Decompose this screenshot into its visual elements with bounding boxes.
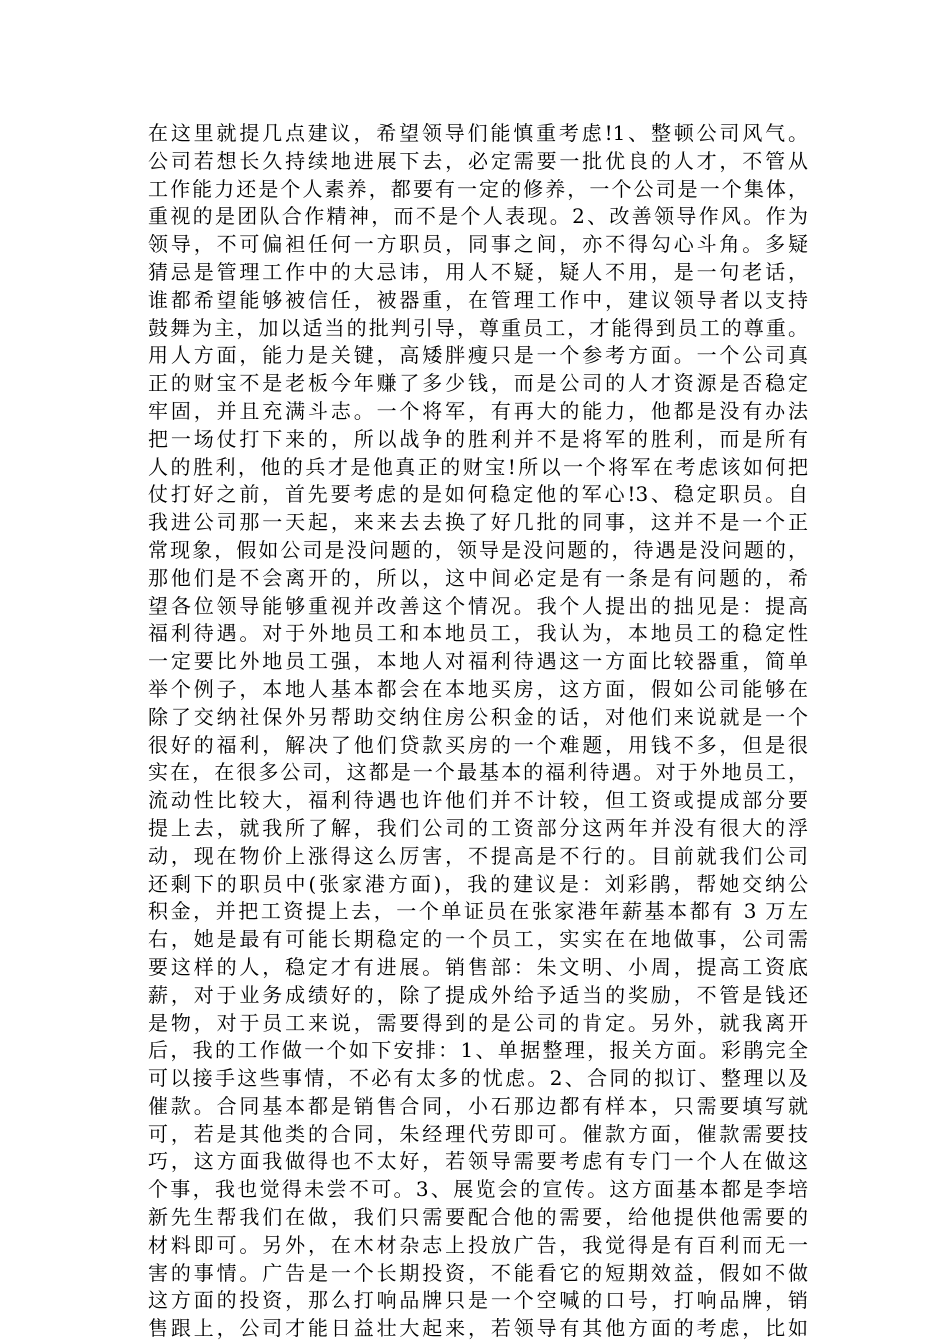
text-line: 催款。合同基本都是销售合同，小石那边都有样本，只需要填写就 [148, 1093, 808, 1118]
text-line: 那他们是不会离开的，所以，这中间必定是有一条是有问题的，希 [148, 565, 808, 590]
text-line: 薪，对于业务成绩好的，除了提成外给予适当的奖励，不管是钱还 [148, 982, 808, 1007]
text-line: 谁都希望能够被信任，被器重，在管理工作中，建议领导者以支持 [148, 287, 808, 312]
text-line: 用人方面，能力是关键，高矮胖瘦只是一个参考方面。一个公司真 [148, 343, 808, 368]
text-line: 新先生帮我们在做，我们只需要配合他的需要，给他提供他需要的 [148, 1205, 808, 1230]
text-line: 售跟上，公司才能日益壮大起来，若领导有其他方面的考虑，比如 [148, 1316, 808, 1341]
text-line: 福利待遇。对于外地员工和本地员工，我认为，本地员工的稳定性 [148, 621, 808, 646]
text-line: 提上去，就我所了解，我们公司的工资部分这两年并没有很大的浮 [148, 815, 808, 840]
text-line: 举个例子，本地人基本都会在本地买房，这方面，假如公司能够在 [148, 676, 808, 701]
text-line: 右，她是最有可能长期稳定的一个员工，实实在在地做事，公司需 [148, 927, 808, 952]
text-line: 材料即可。另外，在木材杂志上投放广告，我觉得是有百利而无一 [148, 1232, 808, 1257]
text-line: 可以接手这些事情，不必有太多的忧虑。2、合同的拟订、整理以及 [148, 1066, 808, 1091]
text-line: 害的事情。广告是一个长期投资，不能看它的短期效益，假如不做 [148, 1260, 808, 1285]
text-line: 把一场仗打下来的，所以战争的胜利并不是将军的胜利，而是所有 [148, 426, 808, 451]
text-line: 牢固，并且充满斗志。一个将军，有再大的能力，他都是没有办法 [148, 398, 808, 423]
text-line: 可，若是其他类的合同，朱经理代劳即可。催款方面，催款需要技 [148, 1121, 808, 1146]
text-line: 动，现在物价上涨得这么厉害，不提高是不行的。目前就我们公司 [148, 843, 808, 868]
text-line: 望各位领导能够重视并改善这个情况。我个人提出的拙见是：提高 [148, 593, 808, 618]
text-line: 后，我的工作做一个如下安排：1、单据整理，报关方面。彩鹃完全 [148, 1038, 808, 1063]
text-line: 在这里就提几点建议，希望领导们能慎重考虑!1、整顿公司风气。 [148, 121, 808, 145]
text-line: 鼓舞为主，加以适当的批判引导，尊重员工，才能得到员工的尊重。 [148, 315, 808, 340]
document-body [148, 120, 808, 1343]
text-line: 要这样的人，稳定才有进展。销售部：朱文明、小周，提高工资底 [148, 954, 808, 979]
text-line: 领导，不可偏袒任何一方职员，同事之间，亦不得勾心斗角。多疑 [148, 232, 808, 257]
text-line: 常现象，假如公司是没问题的，领导是没问题的，待遇是没问题的， [148, 537, 808, 562]
text-line: 还剩下的职员中(张家港方面)，我的建议是：刘彩鹃，帮她交纳公 [148, 871, 808, 896]
text-line: 是物，对于员工来说，需要得到的是公司的肯定。另外，就我离开 [148, 1010, 808, 1035]
text-line: 我进公司那一天起，来来去去换了好几批的同事，这并不是一个正 [148, 510, 808, 535]
text-line: 重视的是团队合作精神，而不是个人表现。2、改善领导作风。作为 [148, 204, 808, 229]
text-line: 很好的福利，解决了他们贷款买房的一个难题，用钱不多，但是很 [148, 732, 808, 757]
text-line: 人的胜利，他的兵才是他真正的财宝!所以一个将军在考虑该如何把 [148, 454, 808, 479]
text-line: 猜忌是管理工作中的大忌讳，用人不疑，疑人不用，是一句老话， [148, 259, 808, 284]
text-line: 公司若想长久持续地进展下去，必定需要一批优良的人才，不管从 [148, 148, 808, 173]
text-line: 一定要比外地员工强，本地人对福利待遇这一方面比较器重，简单 [148, 649, 808, 674]
text-line: 正的财宝不是老板今年赚了多少钱，而是公司的人才资源是否稳定 [148, 371, 808, 396]
text-line: 这方面的投资，那么打响品牌只是一个空喊的口号，打响品牌，销 [148, 1288, 808, 1313]
text-line: 除了交纳社保外另帮助交纳住房公积金的话，对他们来说就是一个 [148, 704, 808, 729]
text-line: 积金，并把工资提上去，一个单证员在张家港年薪基本都有 3 万左 [148, 899, 808, 924]
text-line: 巧，这方面我做得也不太好，若领导需要考虑有专门一个人在做这 [148, 1149, 808, 1174]
text-line: 流动性比较大，福利待遇也许他们并不计较，但工资或提成部分要 [148, 788, 808, 813]
text-line: 实在，在很多公司，这都是一个最基本的福利待遇。对于外地员工， [148, 760, 808, 785]
text-line: 个事，我也觉得未尝不可。3、展览会的宣传。这方面基本都是李培 [148, 1177, 808, 1202]
text-line: 工作能力还是个人素养，都要有一定的修养，一个公司是一个集体， [148, 176, 808, 201]
text-line: 仗打好之前，首先要考虑的是如何稳定他的军心!3、稳定职员。自 [148, 482, 808, 507]
